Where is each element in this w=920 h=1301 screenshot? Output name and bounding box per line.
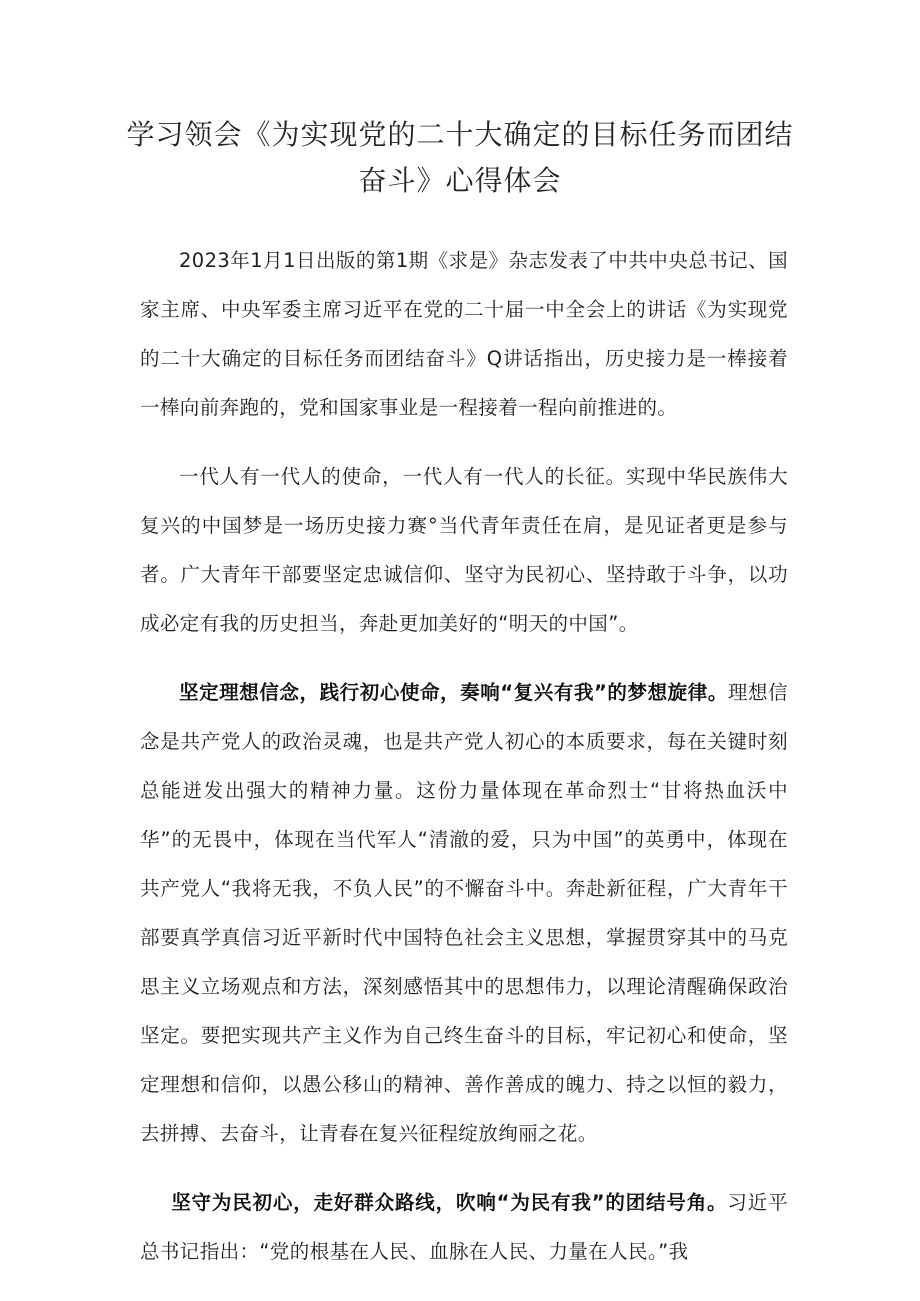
document-body	[140, 236, 788, 1276]
paragraph-4-text: 习近平总书记指出：“党的根基在人民、血脉在人民、力量在人民。”我	[140, 1191, 788, 1263]
paragraph-1-text: 2023年1月1日出版的第1期《求是》杂志发表了中共中央总书记、国家主席、中央军委主席习近平在党的二十届一中全会上的讲话《为实现党的二十大确定的目标任务而团结奋斗》Q讲话指出，历史接力是一棒接着一棒向前奔跑的，党和国家事业是一程接着一程向前推进的。	[140, 249, 788, 419]
paragraph-2-text: 一代人有一代人的使命，一代人有一代人的长征。实现中华民族伟大复兴的中国梦是一场历史接力赛°当代青年责任在肩，是见证者更是参与者。广大青年干部要坚定忠诚信仰、坚守为民初心、坚持敢于斗争，以功成必定有我的历史担当，奔赴更加美好的“明天的中国”。	[140, 465, 788, 635]
paragraph-1	[140, 236, 788, 432]
paragraph-4-lead: 坚守为民初心，走好群众路线，吹响“为民有我”的团结号角。	[171, 1191, 728, 1214]
paragraph-3	[140, 668, 788, 1158]
paragraph-3-lead: 坚定理想信念，践行初心使命，奏响“复兴有我”的梦想旋律。	[179, 681, 728, 704]
paragraph-4	[140, 1178, 788, 1276]
paragraph-3-text: 理想信念是共产党人的政治灵魂，也是共产党人初心的本质要求，每在关键时刻总能迸发出强大的精神力量。这份力量体现在革命烈士“甘将热血沃中华”的无畏中，体现在当代军人“清澈的爱，只为中国”的英勇中，体现在共产党人“我将无我，不负人民”的不懈奋斗中。奔赴新征程，广大青年干部要真学真信习近平新时代中国特色社会主义思想，掌握贯穿其中的马克思主义立场观点和方法，深刻感悟其中的思想伟力，以理论清醒确保政治坚定。要把实现共产主义作为自己终生奋斗的目标，牢记初心和使命，坚定理想和信仰，以愚公移山的精神、善作善成的魄力、持之以恒的毅力，去拼搏、去奋斗，让青春在复兴征程绽放绚丽之花。	[140, 681, 788, 1145]
document-title: 学习领会《为实现党的二十大确定的目标任务而团结奋斗》心得体会	[126, 118, 794, 197]
paragraph-2	[140, 452, 788, 648]
